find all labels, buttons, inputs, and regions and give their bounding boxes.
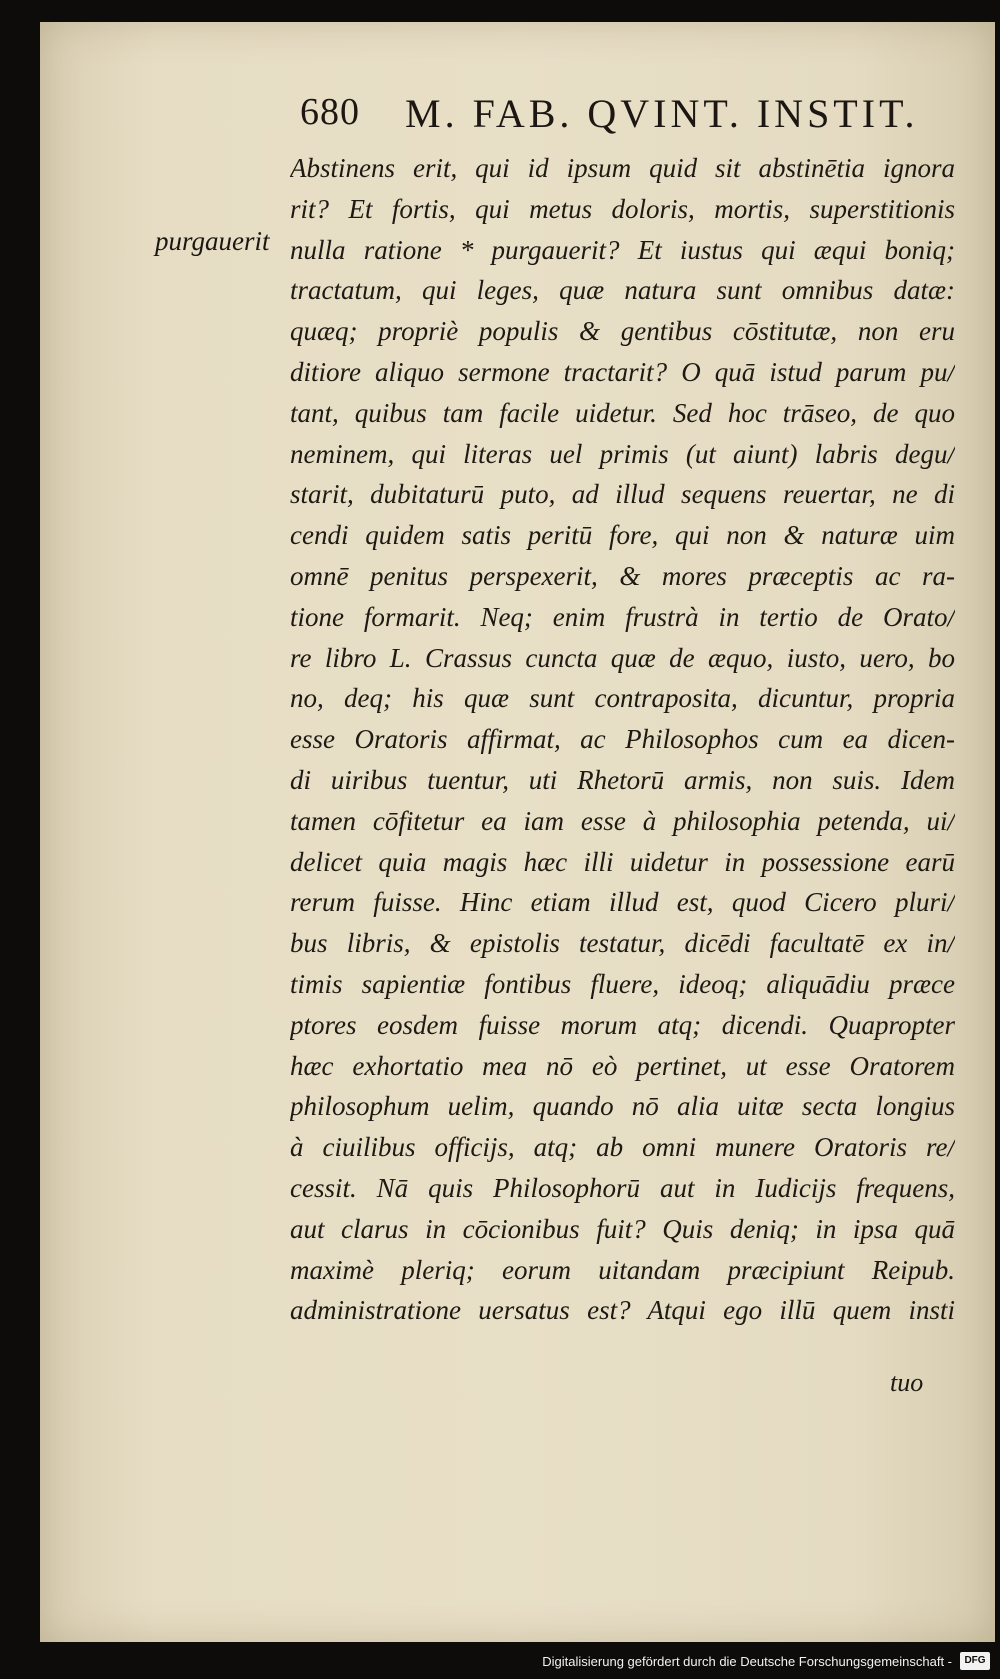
text-line: re libro L. Crassus cuncta quæ de æquo, iusto, uero, bo: [290, 642, 955, 673]
text-line: esse Oratoris affirmat, ac Philosophos cum ea dicen-: [290, 724, 955, 755]
text-line: maximè pleriq; eorum uitandam præcipiunt Reipub.: [290, 1254, 955, 1285]
text-line: tractatum, qui leges, quæ natura sunt omnibus datæ:: [290, 275, 955, 306]
text-line: ptores eosdem fuisse morum atq; dicendi. Quapropter: [290, 1009, 955, 1040]
text-line: no, deq; his quæ sunt contraposita, dicuntur, propria: [290, 683, 955, 714]
text-line: neminem, qui literas uel primis (ut aiunt) labris degu/: [290, 438, 955, 469]
running-title: M. FAB. QVINT. INSTIT.: [405, 91, 919, 136]
page-number: 680: [300, 91, 360, 133]
text-line: nulla ratione * purgauerit? Et iustus qui æqui boniq;: [290, 234, 955, 265]
body-text: [290, 148, 955, 1331]
text-line: Abstinens erit, qui id ipsum quid sit abstinētia ignora: [290, 153, 955, 183]
text-line: à ciuilibus officijs, atq; ab omni munere Oratoris re/: [290, 1132, 955, 1163]
text-line: rerum fuisse. Hinc etiam illud est, quod Cicero pluri/: [290, 887, 955, 918]
text-line: starit, dubitaturū puto, ad illud sequens reuertar, ne di: [290, 479, 955, 510]
text-line: ditiore aliquo sermone tractarit? O quā istud parum pu/: [290, 356, 955, 387]
footer-credit: Digitalisierung gefördert durch die Deutsche Forschungsgemeinschaft -: [542, 1653, 952, 1669]
book-page: [40, 22, 995, 1642]
text-line: aut clarus in cōcionibus fuit? Quis deniq; in ipsa quā: [290, 1213, 955, 1244]
catchword: tuo: [890, 1368, 924, 1397]
digitization-footer: [542, 1649, 990, 1673]
margin-note: purgauerit: [155, 226, 270, 256]
text-line: cendi quidem satis peritū fore, qui non & naturæ uim: [290, 520, 955, 551]
text-line: di uiribus tuentur, uti Rhetorū armis, non suis. Idem: [290, 764, 955, 795]
page-header: [300, 82, 940, 142]
text-line: philosophum uelim, quando nō alia uitæ secta longius: [290, 1091, 955, 1122]
text-line: timis sapientiæ fontibus fluere, ideoq; aliquādiu præce: [290, 968, 955, 999]
text-line: tant, quibus tam facile uidetur. Sed hoc trāseo, de quo: [290, 397, 955, 428]
text-line: administratione uersatus est? Atqui ego illū quem insti: [290, 1295, 955, 1326]
text-line: quæq; propriè populis & gentibus cōstitutæ, non eru: [290, 316, 955, 347]
dfg-logo-icon: DFG: [960, 1652, 990, 1670]
text-line: cessit. Nā quis Philosophorū aut in Iudicijs frequens,: [290, 1172, 955, 1203]
text-line: tamen cōfitetur ea iam esse à philosophia petenda, ui/: [290, 805, 955, 836]
text-line: delicet quia magis hæc illi uidetur in possessione earū: [290, 846, 955, 877]
text-line: hæc exhortatio mea nō eò pertinet, ut esse Oratorem: [290, 1050, 955, 1081]
text-line: tione formarit. Neq; enim frustrà in tertio de Orato/: [290, 601, 955, 632]
text-line: omnē penitus perspexerit, & mores præceptis ac ra-: [290, 560, 955, 591]
text-line: bus libris, & epistolis testatur, dicēdi facultatē ex in/: [290, 928, 955, 959]
text-line: rit? Et fortis, qui metus doloris, mortis, superstitionis: [290, 193, 955, 224]
